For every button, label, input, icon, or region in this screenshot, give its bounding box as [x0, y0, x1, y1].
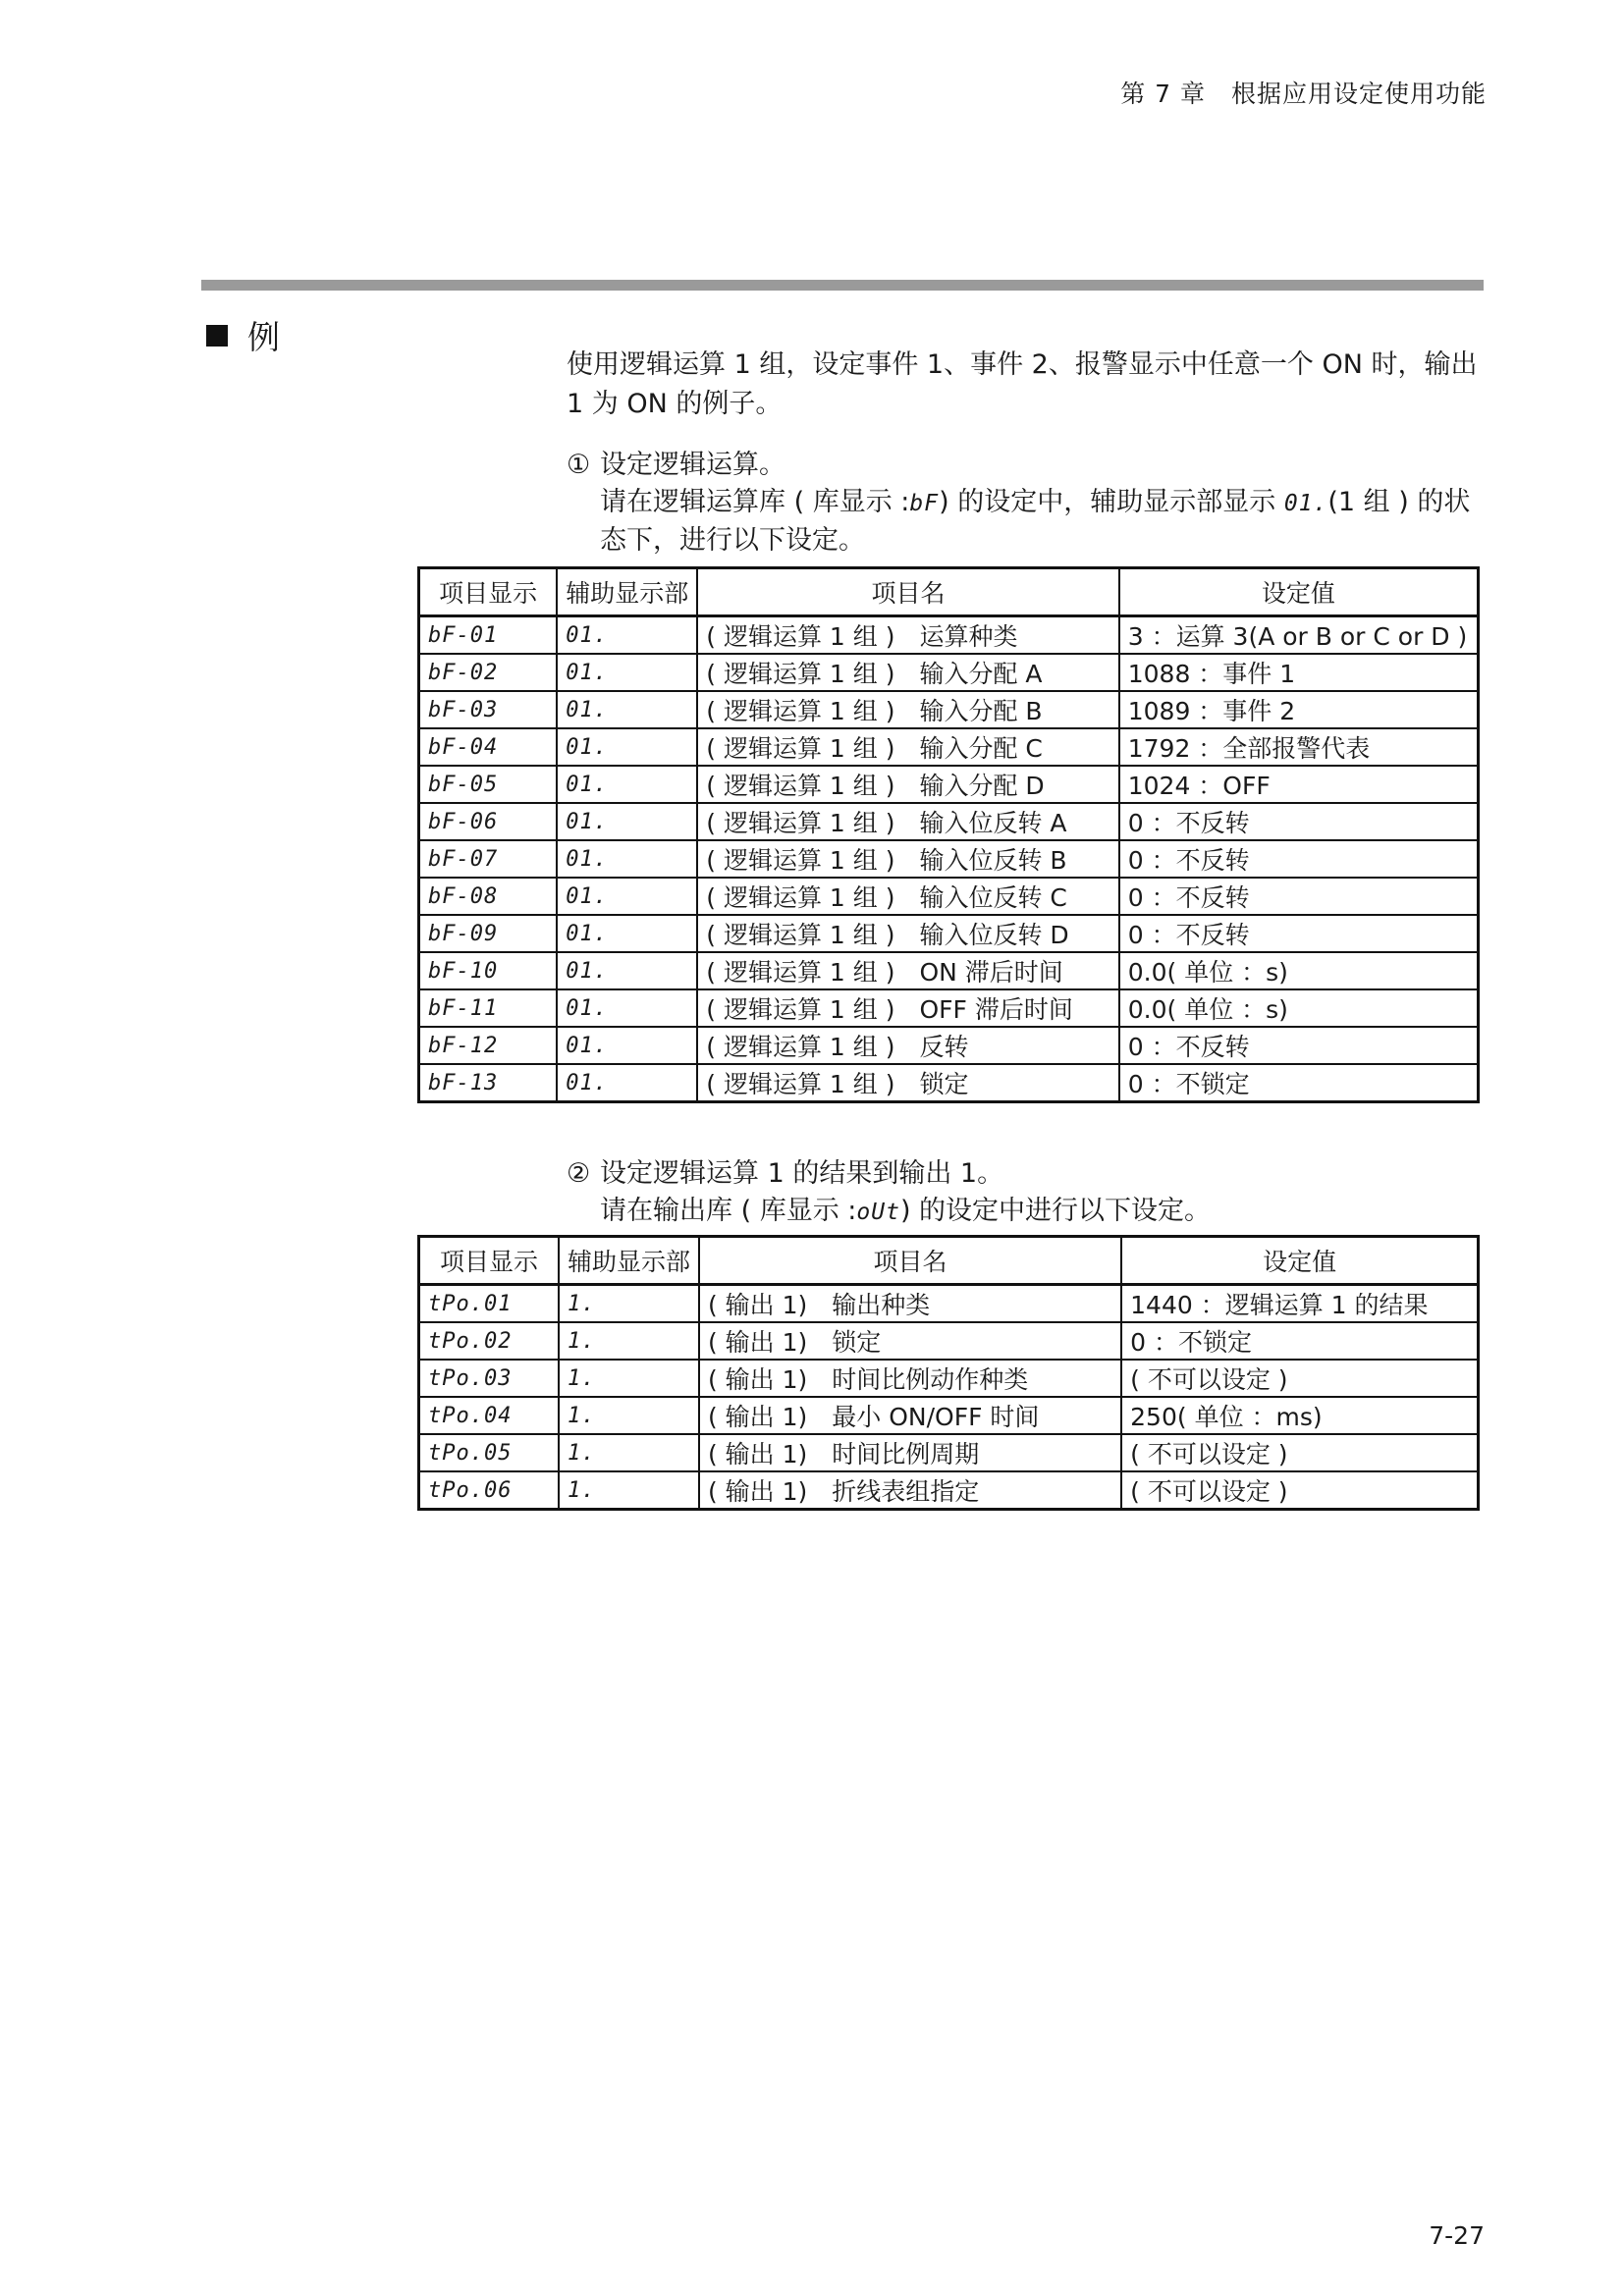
sub-display: 1.: [559, 1434, 699, 1471]
item-name: ( 逻辑运算 1 组 ) 反转: [697, 1027, 1118, 1064]
setting-value: 0.0( 单位 ：s): [1119, 989, 1479, 1027]
setting-value: 0 ：不反转: [1119, 840, 1479, 878]
item-name: ( 逻辑运算 1 组 ) 输入位反转 B: [697, 840, 1118, 878]
setting-value: 0 ：不锁定: [1121, 1322, 1478, 1360]
table-row: [419, 1027, 1479, 1064]
table-row: [419, 989, 1479, 1027]
table-row: [419, 691, 1479, 728]
item-code: bF-07: [419, 840, 558, 878]
table-row: [419, 840, 1479, 878]
item-name: ( 逻辑运算 1 组 ) 输入分配 B: [697, 691, 1118, 728]
setting-value: 1089 ：事件 2: [1119, 691, 1479, 728]
setting-value: 250( 单位 ：ms): [1121, 1397, 1478, 1434]
item-code: bF-13: [419, 1064, 558, 1102]
table-row: [419, 952, 1479, 989]
table-row: [419, 1397, 1479, 1434]
table-row: [419, 1322, 1479, 1360]
item-code: tPo.04: [419, 1397, 559, 1434]
sub-display: 1.: [559, 1397, 699, 1434]
setting-value: 0 ：不锁定: [1119, 1064, 1479, 1102]
item-code: tPo.02: [419, 1322, 559, 1360]
sub-display: 01.: [557, 840, 697, 878]
table-body: [419, 616, 1479, 1102]
item-code: tPo.01: [419, 1285, 559, 1323]
column-header: 项目名: [697, 568, 1118, 616]
item-code: bF-02: [419, 654, 558, 691]
item-name: ( 逻辑运算 1 组 ) 运算种类: [697, 616, 1118, 655]
item-name: ( 逻辑运算 1 组 ) 输入分配 C: [697, 728, 1118, 766]
sub-display: 01.: [557, 952, 697, 989]
intro-paragraph: 使用逻辑运算 1 组，设定事件 1、事件 2、报警显示中任意一个 ON 时，输出 1 为 ON 的例子。: [567, 349, 1478, 419]
table-row: [419, 1471, 1479, 1510]
setting-value: 0 ：不反转: [1119, 878, 1479, 915]
item-name: ( 输出 1) 时间比例动作种类: [699, 1360, 1121, 1397]
item-name: ( 逻辑运算 1 组 ) 锁定: [697, 1064, 1118, 1102]
column-header: 项目显示: [419, 568, 558, 616]
item-name: ( 逻辑运算 1 组 ) OFF 滞后时间: [697, 989, 1118, 1027]
setting-value: ( 不可以设定 ): [1121, 1471, 1478, 1510]
item-code: bF-06: [419, 803, 558, 840]
table-row: [419, 1360, 1479, 1397]
table-row: [419, 878, 1479, 915]
sub-display: 01.: [557, 1064, 697, 1102]
item-name: ( 逻辑运算 1 组 ) ON 滞后时间: [697, 952, 1118, 989]
item-name: ( 逻辑运算 1 组 ) 输入分配 A: [697, 654, 1118, 691]
step-2-title: 设定逻辑运算 1 的结果到输出 1。: [600, 1158, 1004, 1189]
step-1-title: 设定逻辑运算。: [600, 450, 785, 480]
sub-display: 01.: [557, 654, 697, 691]
section-title: 例: [247, 318, 280, 356]
logic-operation-table: [417, 566, 1480, 1103]
table-header-row: [419, 1237, 1479, 1285]
section-heading: [206, 312, 280, 358]
setting-value: 0 ：不反转: [1119, 803, 1479, 840]
item-code: tPo.05: [419, 1434, 559, 1471]
table-row: [419, 915, 1479, 952]
item-code: tPo.06: [419, 1471, 559, 1510]
item-code: bF-11: [419, 989, 558, 1027]
step-1-number: ①: [567, 450, 591, 480]
table-row: [419, 1064, 1479, 1102]
table-row: [419, 1434, 1479, 1471]
table-row: [419, 803, 1479, 840]
sub-display: 01.: [557, 803, 697, 840]
item-name: ( 逻辑运算 1 组 ) 输入分配 D: [697, 766, 1118, 803]
step-2-number: ②: [567, 1158, 591, 1189]
setting-value: 1440 ：逻辑运算 1 的结果: [1121, 1285, 1478, 1323]
column-header: 辅助显示部: [559, 1237, 699, 1285]
setting-value: 0.0( 单位 ：s): [1119, 952, 1479, 989]
sub-display: 01.: [557, 878, 697, 915]
step-2-description: 请在输出库 ( 库显示 :oUt) 的设定中进行以下设定。: [600, 1196, 1212, 1226]
chapter-header: 第 7 章 根据应用设定使用功能: [1120, 80, 1487, 108]
item-code: bF-03: [419, 691, 558, 728]
item-name: ( 逻辑运算 1 组 ) 输入位反转 D: [697, 915, 1118, 952]
setting-value: 1088 ：事件 1: [1119, 654, 1479, 691]
setting-value: 1024 ：OFF: [1119, 766, 1479, 803]
output-table: [417, 1235, 1480, 1511]
bank-code: oUt: [856, 1200, 900, 1225]
sub-display: 1.: [559, 1360, 699, 1397]
item-code: bF-04: [419, 728, 558, 766]
step-1: [567, 447, 1489, 560]
item-code: bF-05: [419, 766, 558, 803]
item-name: ( 逻辑运算 1 组 ) 输入位反转 A: [697, 803, 1118, 840]
sub-display: 1.: [559, 1322, 699, 1360]
setting-value: 3 ：运算 3(A or B or C or D ): [1119, 616, 1479, 655]
setting-value: ( 不可以设定 ): [1121, 1434, 1478, 1471]
item-code: bF-09: [419, 915, 558, 952]
item-name: ( 输出 1) 时间比例周期: [699, 1434, 1121, 1471]
table-row: [419, 654, 1479, 691]
item-code: bF-08: [419, 878, 558, 915]
sub-display: 01.: [557, 728, 697, 766]
table-body: [419, 1285, 1479, 1510]
column-header: 设定值: [1121, 1237, 1478, 1285]
step-2: [567, 1155, 1489, 1231]
sub-display: 01.: [557, 1027, 697, 1064]
column-header: 项目名: [699, 1237, 1121, 1285]
item-code: bF-10: [419, 952, 558, 989]
item-name: ( 逻辑运算 1 组 ) 输入位反转 C: [697, 878, 1118, 915]
page-number: 7-27: [1429, 2221, 1485, 2250]
sub-display-code: 01.: [1283, 491, 1328, 516]
item-name: ( 输出 1) 折线表组指定: [699, 1471, 1121, 1510]
setting-value: 0 ：不反转: [1119, 1027, 1479, 1064]
item-code: bF-12: [419, 1027, 558, 1064]
item-name: ( 输出 1) 输出种类: [699, 1285, 1121, 1323]
column-header: 设定值: [1119, 568, 1479, 616]
table-row: [419, 728, 1479, 766]
sub-display: 01.: [557, 989, 697, 1027]
table-row: [419, 766, 1479, 803]
sub-display: 1.: [559, 1285, 699, 1323]
table-row: [419, 616, 1479, 655]
item-name: ( 输出 1) 最小 ON/OFF 时间: [699, 1397, 1121, 1434]
setting-value: ( 不可以设定 ): [1121, 1360, 1478, 1397]
section-divider: [201, 280, 1484, 291]
sub-display: 01.: [557, 616, 697, 655]
step-1-description: 请在逻辑运算库 ( 库显示 :bF) 的设定中，辅助显示部显示 01.(1 组 ) 的状态下，进行以下设定。: [600, 487, 1471, 556]
column-header: 辅助显示部: [557, 568, 697, 616]
table-header-row: [419, 568, 1479, 616]
sub-display: 01.: [557, 915, 697, 952]
table-row: [419, 1285, 1479, 1323]
sub-display: 01.: [557, 766, 697, 803]
setting-value: 1792 ：全部报警代表: [1119, 728, 1479, 766]
sub-display: 1.: [559, 1471, 699, 1510]
bank-code: bF: [909, 491, 940, 516]
item-name: ( 输出 1) 锁定: [699, 1322, 1121, 1360]
square-bullet-icon: [206, 325, 228, 347]
column-header: 项目显示: [419, 1237, 559, 1285]
item-code: tPo.03: [419, 1360, 559, 1397]
sub-display: 01.: [557, 691, 697, 728]
item-code: bF-01: [419, 616, 558, 655]
setting-value: 0 ：不反转: [1119, 915, 1479, 952]
